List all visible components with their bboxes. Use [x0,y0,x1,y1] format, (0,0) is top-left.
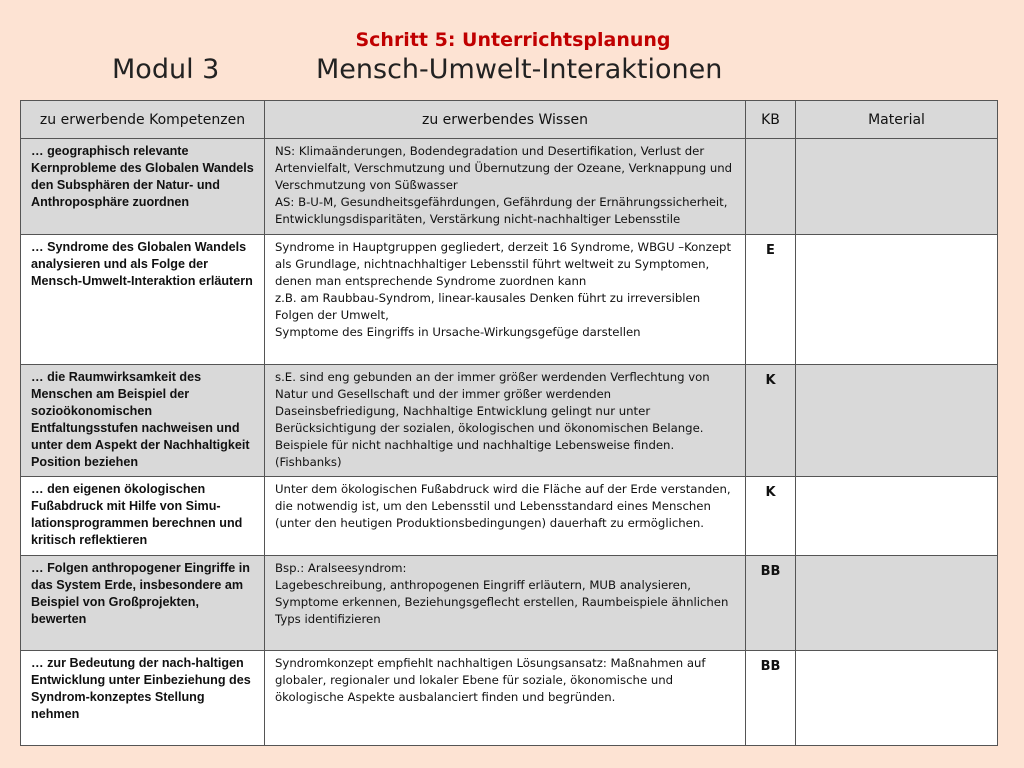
wissen-cell: Syndrome in Hauptgruppen gegliedert, derzeit 16 Syndrome, WBGU –Konzept als Grundlage, nichtnachhaltiger Lebensstil führt weltweit zu Symptomen, denen man entsprechende Syndrome zuordnen kann z.B. am Raubbau-Syndrom, linear-kausales Denken führt zu irreversiblen Folgen der Umwelt, Symptome des Eingriffs in Ursache-Wirkungsgefüge darstellen [265,235,746,365]
material-cell [796,556,998,651]
material-cell [796,139,998,235]
material-cell [796,235,998,365]
table-row [21,365,998,477]
kompetenz-cell: … die Raumwirksamkeit des Menschen am Beispiel der sozioökonomischen Entfaltungsstufen nachweisen und unter dem Aspekt der Nachhaltigkeit Position beziehen [21,365,265,477]
module-label: Modul 3 [112,54,220,85]
wissen-cell: Unter dem ökologischen Fußabdruck wird die Fläche auf der Erde verstanden, die notwendig ist, um den Lebensstil und Lebensstandard eines Menschen (unter den heutigen Produktionsbedingungen) dauerhaft zu ermöglichen. [265,477,746,556]
wissen-cell: s.E. sind eng gebunden an der immer größer werdenden Verflechtung von Natur und Gesellschaft und der immer größer werdenden Daseinsbefriedigung, Nachhaltige Entwicklung gelingt nur unter Berücksichtigung der sozialen, ökologischen und ökonomischen Belange. Beispiele für nicht nachhaltige und nachhaltige Lebensweise finden. (Fishbanks) [265,365,746,477]
kb-cell [746,139,796,235]
table-row [21,235,998,365]
kompetenz-cell: … Folgen anthropogener Eingriffe in das System Erde, insbesondere am Beispiel von Großprojekten, bewerten [21,556,265,651]
kb-cell: E [746,235,796,365]
kb-cell: K [746,477,796,556]
kompetenz-cell: … geographisch relevante Kernprobleme des Globalen Wandels den Subsphären der Natur- und Anthroposphäre zuordnen [21,139,265,235]
planning-table [20,100,998,746]
column-header-material: Material [796,101,998,139]
wissen-cell: Syndromkonzept empfiehlt nachhaltigen Lösungsansatz: Maßnahmen auf globaler, regionaler und lokaler Ebene für soziale, ökonomische und ökologische Aspekte ausbalanciert finden und begründen. [265,651,746,746]
material-cell [796,477,998,556]
column-header-kb: KB [746,101,796,139]
step-subtitle: Schritt 5: Unterrichtsplanung [355,29,671,51]
column-header-kompetenzen: zu erwerbende Kompetenzen [21,101,265,139]
material-cell [796,365,998,477]
table-header-row [21,101,998,139]
page-title: Mensch-Umwelt-Interaktionen [316,54,723,85]
kompetenz-cell: … zur Bedeutung der nach-haltigen Entwicklung unter Einbeziehung des Syndrom-konzeptes Stellung nehmen [21,651,265,746]
kb-cell: BB [746,556,796,651]
table-row [21,139,998,235]
kb-cell: K [746,365,796,477]
table-row [21,651,998,746]
column-header-wissen: zu erwerbendes Wissen [265,101,746,139]
material-cell [796,651,998,746]
kb-cell: BB [746,651,796,746]
table-row [21,477,998,556]
wissen-cell: NS: Klimaänderungen, Bodendegradation und Desertifikation, Verlust der Artenvielfalt, Verschmutzung und Übernutzung der Ozeane, Verknappung und Verschmutzung von Süßwasser AS: B-U-M, Gesundheitsgefährdungen, Gefährdung der Ernährungssicherheit, Entwicklungsdisparitäten, Verstärkung nicht-nachhaltiger Lebensstile [265,139,746,235]
kompetenz-cell: … den eigenen ökologischen Fußabdruck mit Hilfe von Simu-lationsprogrammen berechnen und kritisch reflektieren [21,477,265,556]
kompetenz-cell: … Syndrome des Globalen Wandels analysieren und als Folge der Mensch-Umwelt-Interaktion erläutern [21,235,265,365]
table-row [21,556,998,651]
wissen-cell: Bsp.: Aralseesyndrom: Lagebeschreibung, anthropogenen Eingriff erläutern, MUB analysieren, Symptome erkennen, Beziehungsgeflecht erstellen, Raumbeispiele ähnlichen Typs identifizieren [265,556,746,651]
